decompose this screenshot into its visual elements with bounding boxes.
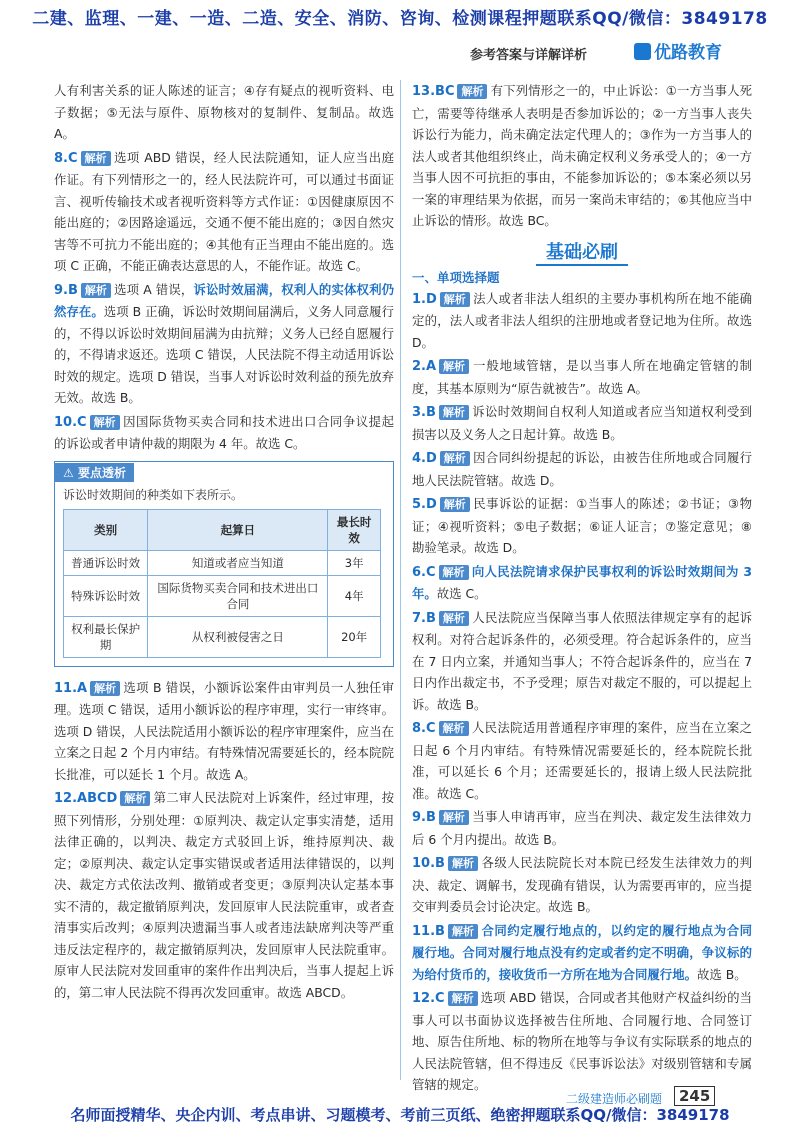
analysis-tag: 解析 — [448, 991, 478, 1006]
answer-13 — [412, 80, 752, 232]
analysis-tag: 解析 — [457, 84, 487, 99]
answer-text: 当事人申请再审，应当在判决、裁定发生法律效力后 6 个月内提出。故选 B。 — [412, 809, 752, 847]
analysis-tag: 解析 — [439, 359, 469, 374]
answer-text: 因国际货物买卖合同和技术进出口合同争议提起的诉讼或者申请仲裁的期限为 4 年。故选 C。 — [54, 413, 394, 451]
answer-11 — [54, 677, 394, 786]
list-item — [412, 717, 752, 804]
brand-icon — [634, 43, 651, 60]
answer-number: 13.BC — [412, 84, 455, 99]
analysis-tag: 解析 — [439, 721, 469, 736]
page-number: 245 — [674, 1086, 715, 1106]
analysis-tag: 解析 — [440, 292, 470, 307]
table-header-row — [64, 509, 381, 550]
answer-text: 故选 B。 — [696, 966, 747, 982]
answer-number: 3.B — [412, 405, 436, 420]
answer-number: 2.A — [412, 359, 437, 374]
list-item — [412, 806, 752, 850]
table-cell: 普通诉讼时效 — [64, 550, 148, 575]
answer-text: 因合同纠纷提起的诉讼，由被告住所地或合同履行地人民法院管辖。故选 D。 — [412, 450, 752, 488]
answer-number: 1.D — [412, 291, 437, 307]
section-title — [412, 238, 752, 266]
highlight-text: 合同约定履行地点的，以约定的履行地点为合同履行地。合同对履行地点没有约定或者约定不明确，争议标的为给付货币的，接收货币一方所在地为合同履行地。 — [412, 922, 752, 982]
list-item — [412, 355, 752, 399]
limitation-table — [63, 509, 381, 658]
answer-number: 7.B — [412, 610, 436, 626]
answer-list — [412, 288, 752, 1096]
table-header: 起算日 — [148, 509, 328, 550]
header-title: 参考答案与详解详析 — [470, 48, 588, 63]
answer-text: 各级人民法院院长对本院已经发生法律效力的判决、裁定、调解书，发现确有错误，认为需要再审的，应当提交审判委员会讨论决定。故选 B。 — [412, 855, 752, 914]
analysis-tag: 解析 — [439, 611, 469, 626]
answer-number: 8.C — [54, 150, 78, 166]
key-points-intro: 诉讼时效期间的种类如下表所示。 — [63, 487, 244, 502]
table-header: 类别 — [64, 509, 148, 550]
table-cell: 3年 — [328, 550, 381, 575]
answer-number: 11.A — [54, 680, 88, 696]
answer-10 — [54, 411, 394, 455]
answer-number: 12.C — [412, 991, 445, 1006]
analysis-tag: 解析 — [81, 151, 111, 166]
analysis-tag: 解析 — [440, 497, 470, 512]
list-item — [412, 607, 752, 716]
key-points-header: ⚠ 要点透析 — [55, 463, 134, 482]
answer-text: 诉讼时效期间自权利人知道或者应当知道权利受到损害以及义务人之日起计算。故选 B。 — [412, 404, 752, 442]
answer-text: 人民法院应当保障当事人依照法律规定享有的起诉权利。对符合起诉条件的，必须受理。符合起诉条件的，应当在 7 日内立案，并通知当事人；不符合起诉条件的，应当在 7 日内作出裁定书，不予受理；原告对裁定不服的，可以提起上诉。故选 B。 — [412, 609, 752, 712]
key-points-box — [54, 461, 394, 667]
table-row — [64, 550, 381, 575]
answer-number: 6.C — [412, 564, 436, 580]
analysis-tag: 解析 — [439, 565, 469, 580]
analysis-tag: 解析 — [448, 856, 478, 871]
answer-text: 民事诉讼的证据：①当事人的陈述；②书证；③物证；④视听资料；⑤电子数据；⑥证人证言；⑦鉴定意见；⑧勘验笔录。故选 D。 — [412, 496, 752, 555]
answer-number: 8.C — [412, 721, 436, 736]
answer-12 — [54, 787, 394, 1003]
analysis-tag: 解析 — [120, 791, 150, 806]
continued-text: 人有利害关系的证人陈述的证言；④存有疑点的视听资料、电子数据；⑤无法与原件、原物核对的复制件、复制品。故选 A。 — [54, 83, 394, 141]
analysis-tag: 解析 — [440, 451, 470, 466]
answer-text: 法人或者非法人组织的主要办事机构所在地不能确定的，法人或者非法人组织的注册地或者登记地为住所。故选 D。 — [412, 290, 752, 350]
answer-8 — [54, 147, 394, 277]
answer-text: 选项 A 错误， — [113, 281, 194, 297]
footer-book-title: 二级建造师必刷题 — [566, 1092, 663, 1106]
right-column — [412, 80, 752, 1098]
table-row — [64, 616, 381, 657]
table-cell: 从权利被侵害之日 — [148, 616, 328, 657]
table-cell: 20年 — [328, 616, 381, 657]
brand-name: 优路教育 — [654, 43, 722, 63]
answer-number: 4.D — [412, 451, 437, 466]
answer-text: 选项 ABD 错误，经人民法院通知，证人应当出庭作证。有下列情形之一的，经人民法院许可，可以通过书面证言、视听传输技术或者视听资料等方式作证：①因健康原因不能出庭的；②因路途遥远，交通不便不能出庭的；③因自然灾害等不可抗力不能出庭的；④其他有正当理由不能出庭的。选项 C 正确，不能正确表达意思的人，不能作证。故选 C。 — [54, 149, 394, 273]
table-cell: 4年 — [328, 575, 381, 616]
answer-text: 选项 ABD 错误，合同或者其他财产权益纠纷的当事人可以书面协议选择被告住所地、合同履行地、合同签订地、原告住所地、标的物所在地等与争议有实际联系的地点的人民法院管辖，但不得违反《民事诉讼法》对级别管辖和专属管辖的规定。 — [412, 990, 752, 1092]
list-item — [412, 920, 752, 986]
answer-text: 有下列情形之一的，中止诉讼：①一方当事人死亡，需要等待继承人表明是否参加诉讼的；②一方当事人丧失诉讼行为能力，尚未确定法定代理人的；③作为一方当事人的法人或者其他组织终止，尚未确定权利义务承受人的；④一方当事人因不可抗拒的事由，不能参加诉讼的；⑤本案必须以另一案的审理结果为依据，而另一案尚未审结的；⑥其他应当中止诉讼的情形。故选 BC。 — [412, 83, 752, 228]
answer-text: 一般地域管辖，是以当事人所在地确定管辖的制度，其基本原则为“原告就被告”。故选 A。 — [412, 358, 752, 396]
brand-logo — [634, 38, 722, 63]
answer-number: 9.B — [412, 810, 436, 825]
answer-number: 5.D — [412, 497, 437, 512]
list-item — [412, 447, 752, 491]
analysis-tag: 解析 — [90, 415, 120, 430]
table-row — [64, 575, 381, 616]
answer-text: 第二审人民法院对上诉案件，经过审理，按照下列情形，分别处理：①原判决、裁定认定事实清楚，适用法律正确的，以判决、裁定方式驳回上诉，维持原判决、裁定；②原判决、裁定认定事实错误或者适用法律错误的，以判决、裁定方式依法改判、撤销或者变更；③原判决认定基本事实不清的，裁定撤销原判决，发回原审人民法院重审，或者查清事实后改判；④原判决遗漏当事人或者违法缺席判决等严重违反法定程序的，裁定撤销原判决，发回原审人民法院重审。原审人民法院对发回重审的案件作出判决后，当事人提起上诉的，第二审人民法院不得再次发回重审。故选 ABCD。 — [54, 790, 394, 1000]
list-item — [412, 288, 752, 354]
analysis-tag: 解析 — [90, 681, 120, 696]
list-item — [412, 493, 752, 559]
column-divider — [400, 80, 401, 1080]
subsection-title: 一、单项选择题 — [412, 269, 500, 285]
table-header: 最长时效 — [328, 509, 381, 550]
answer-text: 选项 B 正确，诉讼时效期间届满后，义务人同意履行的，不得以诉讼时效期间届满为由抗辩；义务人已经自愿履行的，不得请求返还。选项 C 错误，人民法院不得主动适用诉讼时效的规定。选项 D 错误，当事人对诉讼时效利益的预先放弃无效。故选 B。 — [54, 304, 394, 405]
list-item — [412, 987, 752, 1096]
answer-text: 人民法院适用普通程序审理的案件，应当在立案之日起 6 个月内审结。有特殊情况需要延长的，经本院院长批准，可以延长 6 个月；还需要延长的，报请上级人民法院批准。故选 C。 — [412, 720, 752, 801]
analysis-tag: 解析 — [439, 405, 469, 420]
answer-number: 12.ABCD — [54, 791, 118, 806]
answer-9 — [54, 279, 394, 409]
answer-number: 11.B — [412, 923, 445, 939]
analysis-tag: 解析 — [81, 283, 111, 298]
bottom-banner: 名师面授精华、央企内训、考点串讲、习题模考、考前三页纸、绝密押题联系QQ/微信：3849178 — [70, 1106, 730, 1124]
analysis-tag: 解析 — [439, 810, 469, 825]
key-points-title: 要点透析 — [77, 465, 126, 480]
table-cell: 知道或者应当知道 — [148, 550, 328, 575]
table-cell: 特殊诉讼时效 — [64, 575, 148, 616]
table-cell: 国际货物买卖合同和技术进出口合同 — [148, 575, 328, 616]
list-item — [412, 561, 752, 605]
answer-number: 10.B — [412, 856, 445, 871]
answer-text: 选项 B 错误，小额诉讼案件由审判员一人独任审理。选项 C 错误，适用小额诉讼的程序审理，实行一审终审。选项 D 错误，人民法院适用小额诉讼的程序审理案件，应当在立案之日起 2 个月内审结。有特殊情况需要延长的，经本院院长批准，可以延长 1 个月。故选 A。 — [54, 679, 394, 782]
top-banner: 二建、监理、一建、一造、二造、安全、消防、咨询、检测课程押题联系QQ/微信：3849178 — [32, 9, 768, 29]
answer-text: 故选 C。 — [436, 586, 487, 601]
list-item — [412, 852, 752, 918]
highlight-text: 诉讼时效届满，权利人的实体权利仍然存在。 — [54, 281, 395, 319]
left-column — [54, 80, 394, 1005]
answer-number: 9.B — [54, 282, 78, 298]
list-item — [412, 401, 752, 445]
section-title-text: 基础必刷 — [536, 238, 628, 266]
analysis-tag: 解析 — [448, 924, 478, 939]
table-cell: 权利最长保护期 — [64, 616, 148, 657]
highlight-text: 向人民法院请求保护民事权利的诉讼时效期间为 3 年。 — [412, 563, 752, 601]
answer-number: 10.C — [54, 414, 87, 430]
